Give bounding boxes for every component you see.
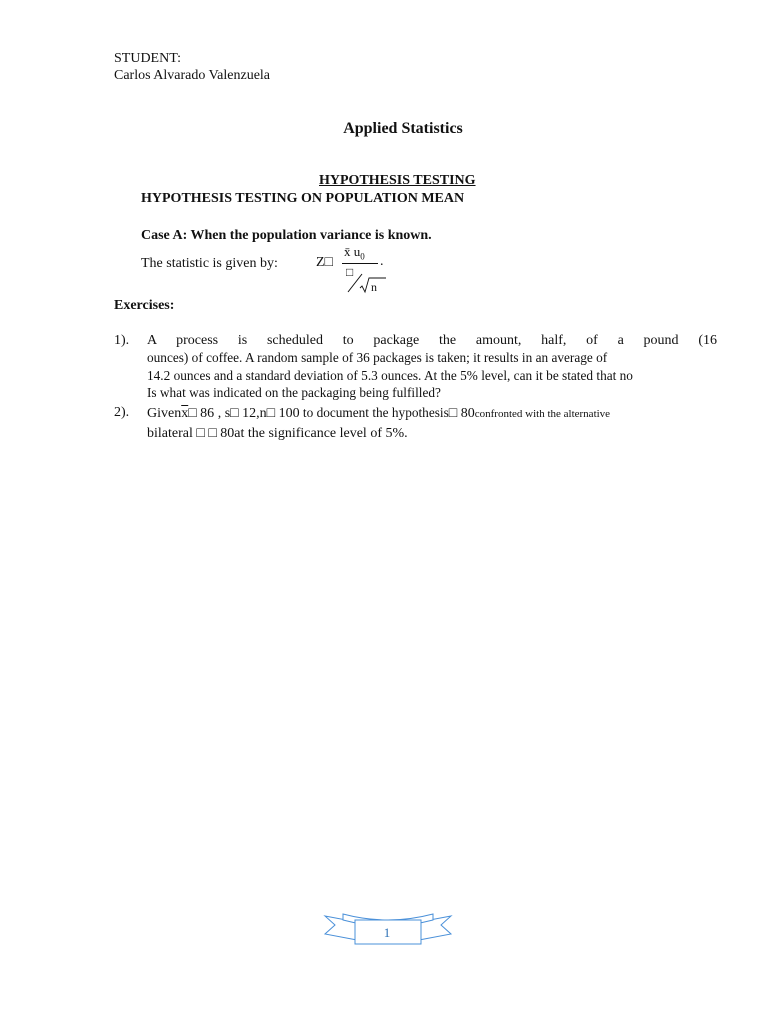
exercise-1-line-2: ounces) of coffee. A random sample of 36 packages is taken; it results in an average of	[147, 350, 608, 365]
case-a-heading: Case A: When the population variance is known.	[141, 228, 432, 243]
formula-u-subscript: 0	[360, 251, 365, 262]
page-number: 1	[383, 925, 391, 940]
n-value: □ 100	[266, 406, 300, 421]
exercise-2-line-1	[147, 405, 610, 422]
formula-numerator	[344, 244, 365, 262]
exercises-heading: Exercises:	[114, 298, 175, 313]
exercise-2-line-2: bilateral □ □ 80at the significance level of 5%.	[147, 426, 408, 441]
exercise-1-line-1: A process is scheduled to package the amount, half, of a pound (16	[147, 333, 717, 348]
formula-sigma: □	[346, 265, 354, 279]
z-statistic-formula	[316, 244, 406, 296]
student-label: STUDENT:	[114, 51, 181, 66]
subsection-title: HYPOTHESIS TESTING ON POPULATION MEAN	[141, 191, 465, 206]
confronted-text: confronted with the alternative	[474, 408, 611, 420]
exercise-1-number: 1).	[114, 333, 130, 348]
formula-denominator	[346, 264, 386, 294]
n-symbol: n	[259, 406, 267, 421]
hypothesis-value: □ 80	[448, 406, 475, 421]
student-name: Carlos Alvarado Valenzuela	[114, 68, 271, 83]
formula-z: Z□	[316, 255, 334, 270]
document-title: Applied Statistics	[343, 120, 463, 137]
document-hypothesis-text: to document the hypothesis	[299, 405, 449, 420]
statistic-label: The statistic is given by:	[141, 256, 278, 271]
formula-xbar: x̄	[344, 244, 351, 259]
exercise-1-line-3: 14.2 ounces and a standard deviation of 5.3 ounces. At the 5% level, can it be stated that no	[147, 368, 633, 383]
separator: ,	[214, 406, 225, 421]
formula-n: n	[371, 280, 377, 294]
formula-u: u	[353, 244, 361, 259]
exercise-2-number: 2).	[114, 405, 130, 420]
given-text: Given	[147, 406, 182, 421]
exercise-1-line-4: Is what was indicated on the packaging being fulfilled?	[147, 385, 441, 400]
x-value: □ 86	[188, 406, 215, 421]
section-title: HYPOTHESIS TESTING	[319, 173, 476, 188]
s-value: □ 12,	[230, 406, 260, 421]
s-symbol: s	[224, 406, 231, 421]
formula-terminator: .	[380, 254, 384, 269]
x-bar-symbol: $\overline{x}$	[181, 406, 189, 421]
